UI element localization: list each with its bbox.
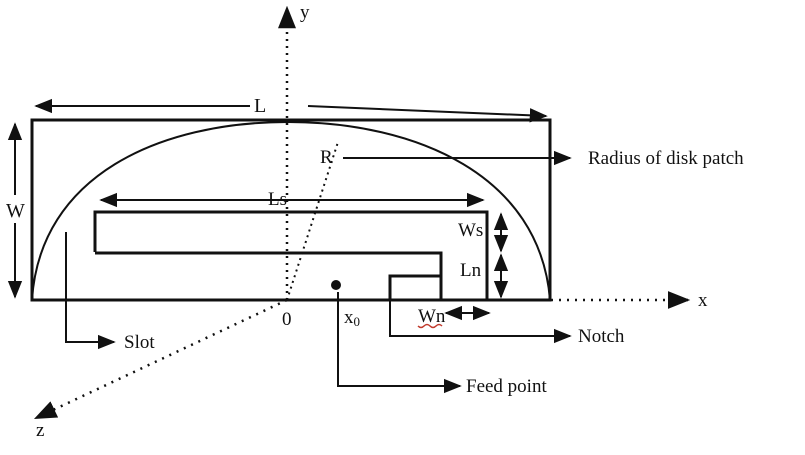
notch-callout-text: Notch [578, 326, 625, 347]
ls-label: Ls [268, 189, 287, 210]
slot-callout-text: Slot [124, 332, 155, 353]
w-label: W [6, 200, 25, 222]
l-label: L [254, 95, 267, 117]
origin-label: 0 [282, 309, 292, 330]
l-dimension-right [308, 106, 546, 116]
feed-callout-text: Feed point [466, 376, 547, 397]
feed-symbol-subscript: 0 [353, 314, 360, 329]
radius-callout-text: Radius of disk patch [588, 148, 744, 169]
ln-label: Ln [460, 260, 482, 281]
notch-callout-line [390, 300, 570, 336]
radius-label: R [320, 147, 333, 168]
feed-symbol-x: x [344, 307, 354, 328]
x-axis-label: x [698, 290, 708, 311]
y-axis-label: y [300, 2, 310, 23]
ws-label: Ws [458, 220, 484, 241]
feed-point-dot [331, 280, 341, 290]
slot-callout-line [66, 232, 114, 342]
z-axis [36, 300, 287, 418]
notch-shape [390, 276, 441, 300]
feed-symbol [344, 307, 360, 329]
z-axis-label: z [36, 420, 45, 441]
wn-label: Wn [418, 306, 446, 327]
